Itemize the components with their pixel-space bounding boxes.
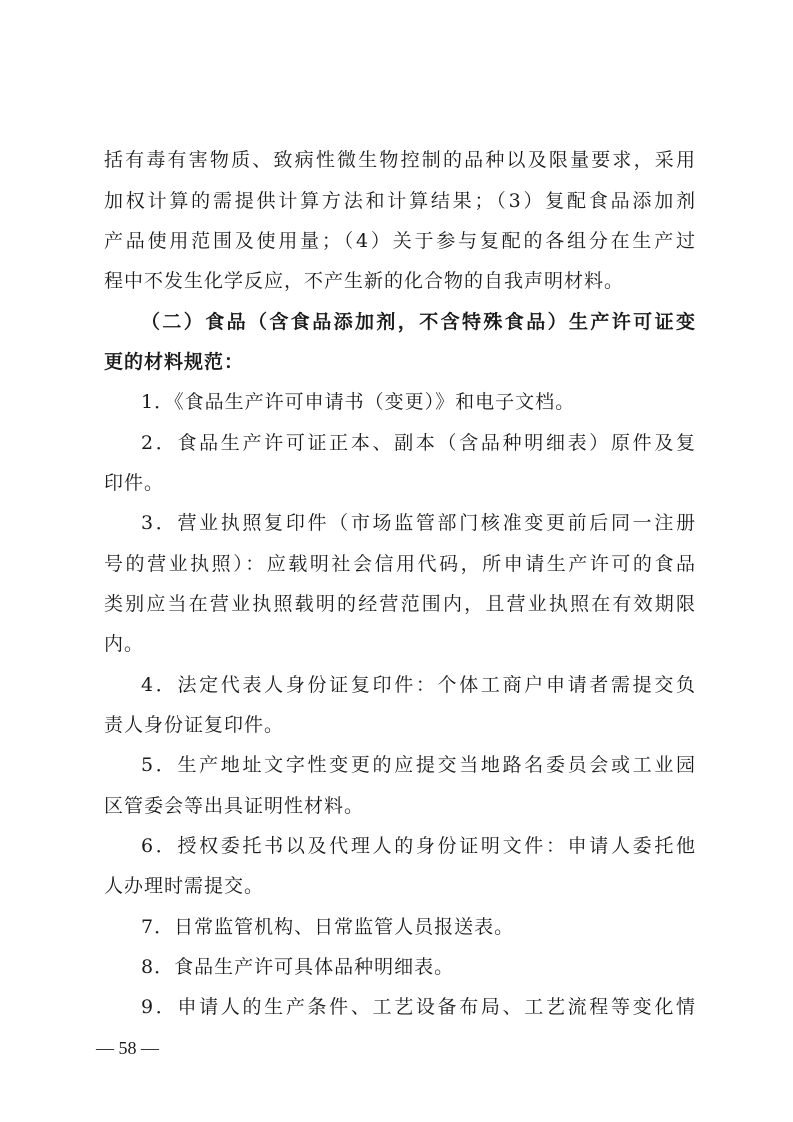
list-item-9-line-1: 9．申请人的生产条件、工艺设备布局、工艺流程等变化情 xyxy=(141,996,696,1018)
text-line-4: 程中不发生化学反应，不产生新的化合物的自我声明材料。 xyxy=(104,270,625,292)
text-line-3: 产品使用范围及使用量；（4）关于参与复配的各组分在生产过 xyxy=(104,230,696,252)
list-item-5-line-2: 区管委会等出具证明性材料。 xyxy=(104,795,365,817)
page-number: — 58 — xyxy=(96,1038,159,1058)
list-item-5-line-1: 5．生产地址文字性变更的应提交当地路名委员会或工业园 xyxy=(141,754,696,776)
section-heading-line-1: （二）食品（含食品添加剂，不含特殊食品）生产许可证变 xyxy=(141,311,696,333)
list-item-3-line-2: 号的营业执照）：应载明社会信用代码，所申请生产许可的食品 xyxy=(104,553,696,575)
text-line-1: 括有毒有害物质、致病性微生物控制的品种以及限量要求，采用 xyxy=(104,149,696,171)
list-item-3-line-1: 3．营业执照复印件（市场监管部门核准变更前后同一注册 xyxy=(141,512,696,534)
list-item-2-line-1: 2．食品生产许可证正本、副本（含品种明细表）原件及复 xyxy=(141,432,696,454)
list-item-4-line-2: 责人身份证复印件。 xyxy=(104,714,285,736)
list-item-3-line-3: 类别应当在营业执照载明的经营范围内，且营业执照在有效期限 xyxy=(104,593,696,615)
list-item-6-line-1: 6．授权委托书以及代理人的身份证明文件：申请人委托他 xyxy=(141,835,696,857)
list-item-1: 1．《食品生产许可申请书（变更）》和电子文档。 xyxy=(141,391,576,413)
list-item-6-line-2: 人办理时需提交。 xyxy=(104,875,265,897)
list-item-2-line-2: 印件。 xyxy=(104,472,165,494)
list-item-8: 8．食品生产许可具体品种明细表。 xyxy=(141,956,455,978)
text-line-2: 加权计算的需提供计算方法和计算结果；（3）复配食品添加剂 xyxy=(104,190,696,212)
list-item-3-line-4: 内。 xyxy=(104,633,145,655)
section-heading-line-2: 更的材料规范： xyxy=(104,351,245,373)
list-item-4-line-1: 4．法定代表人身份证复印件：个体工商户申请者需提交负 xyxy=(141,674,696,696)
list-item-7: 7．日常监管机构、日常监管人员报送表。 xyxy=(141,916,515,938)
